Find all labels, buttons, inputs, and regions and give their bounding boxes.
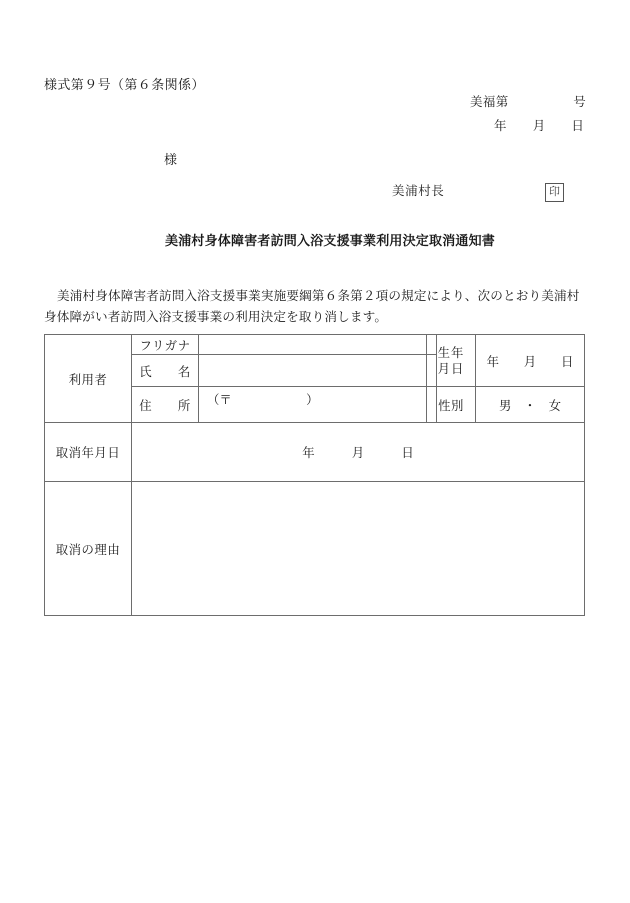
table-value-cancel-reason[interactable]	[131, 481, 585, 616]
table-label-gender: 性別	[426, 386, 476, 423]
table-value-cancel-date[interactable]: 年 月 日	[131, 422, 585, 482]
table-value-gender[interactable]: 男 ・ 女	[475, 386, 585, 423]
document-number: 美福第 号	[470, 95, 587, 109]
body-paragraph: 美浦村身体障害者訪問入浴支援事業実施要綱第６条第２項の規定により、次のとおり美浦村身体障がい者訪問入浴支援事業の利用決定を取り消します。	[44, 289, 580, 324]
birthdate-label-line1: 生年	[437, 345, 465, 360]
table-label-user: 利用者	[44, 334, 132, 423]
table-label-birthdate	[426, 334, 476, 387]
table-label-address: 住 所	[131, 386, 199, 423]
table-label-cancel-reason: 取消の理由	[44, 481, 132, 616]
table-label-furigana: フリガナ	[131, 334, 199, 355]
form-table	[44, 334, 585, 616]
birthdate-label-line2: 月日	[437, 361, 465, 376]
page-title: 美浦村身体障害者訪問入浴支援事業利用決定取消通知書	[165, 233, 496, 248]
issuer-name: 美浦村長	[392, 184, 445, 198]
table-value-name[interactable]	[198, 354, 437, 387]
table-label-cancel-date: 取消年月日	[44, 422, 132, 482]
addressee-honorific: 様	[164, 152, 178, 167]
table-value-furigana[interactable]	[198, 334, 437, 355]
table-value-birthdate[interactable]: 年 月 日	[475, 334, 585, 387]
form-number: 様式第９号（第６条関係）	[44, 77, 205, 92]
table-value-address[interactable]: （〒 ）	[198, 386, 437, 423]
document-date: 年 月 日	[494, 119, 585, 133]
seal-stamp-icon: 印	[545, 183, 564, 202]
table-label-name: 氏 名	[131, 354, 199, 387]
